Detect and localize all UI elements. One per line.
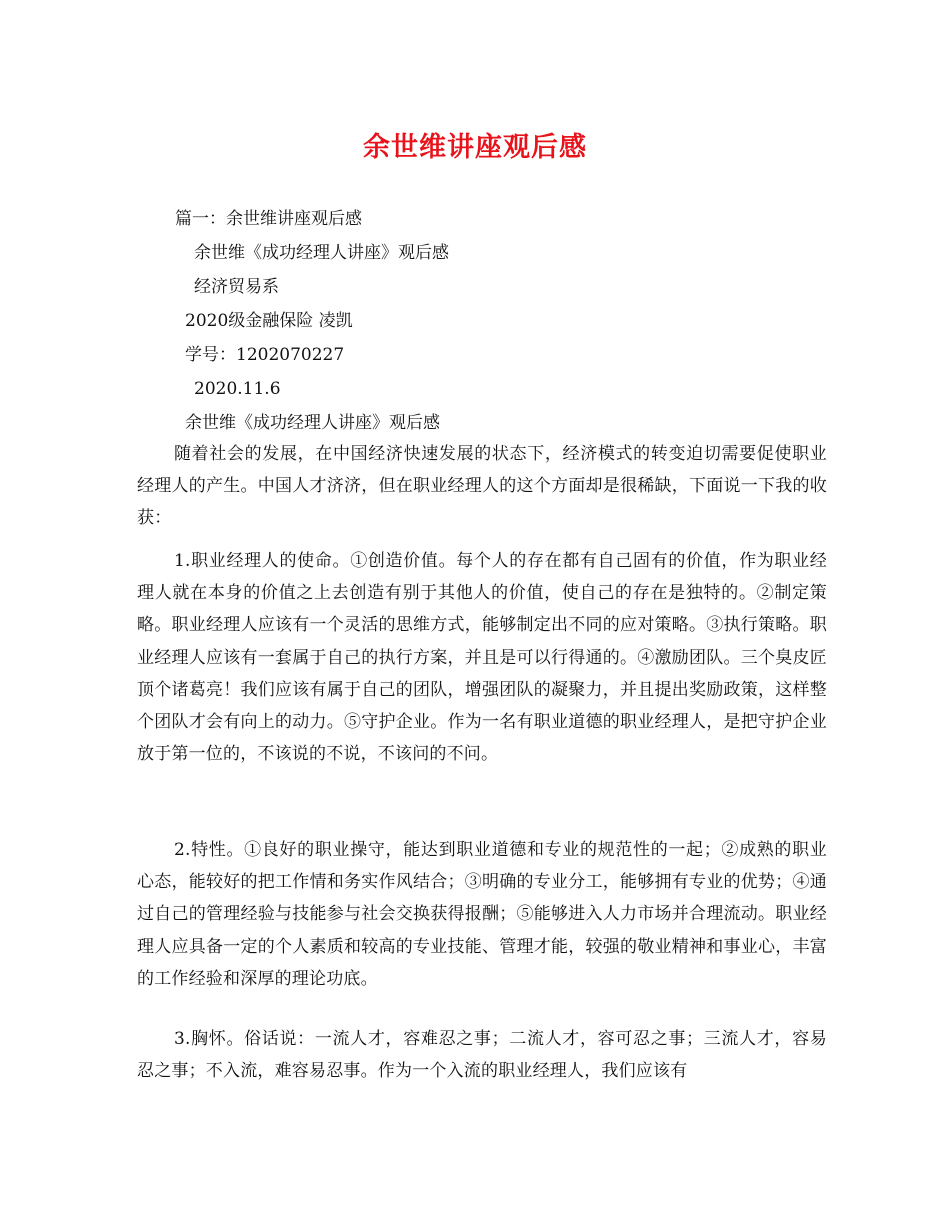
mindset-paragraph: 3.胸怀。俗话说：一流人才，容难忍之事；二流人才，容可忍之事；三流人才，容易忍之事；不入流，难容易忍事。作为一个入流的职业经理人，我们应该有: [137, 1029, 827, 1082]
date-line: 2020.11.6: [194, 379, 281, 399]
mission-paragraph: 1.职业经理人的使命。①创造价值。每个人的存在都有自己固有的价值，作为职业经理人就在本身的价值之上去创造有别于其他人的价值，使自己的存在是独特的。②制定策略。职业经理人应该有一个灵活的思维方式，能够制定出不同的应对策略。③执行策略。职业经理人应该有一套属于自己的执行方案，并且是可以行得通的。④激励团队。三个臭皮匠顶个诸葛亮！我们应该有属于自己的团队，增强团队的凝聚力，并且提出奖励政策，这样整个团队才会有向上的动力。⑤守护企业。作为一名有职业道德的职业经理人，是把守护企业放于第一位的，不该说的不说，不该问的不问。: [137, 551, 827, 765]
student-id-line: 学号：1202070227: [185, 345, 345, 365]
section-heading: 篇一：余世维讲座观后感: [175, 209, 362, 229]
lecture-title-line: 余世维《成功经理人讲座》观后感: [194, 243, 449, 263]
traits-paragraph: 2.特性。①良好的职业操守，能达到职业道德和专业的规范性的一起；②成熟的职业心态，能较好的把工作情和务实作风结合；③明确的专业分工，能够拥有专业的优势；④通过自己的管理经验与技能参与社会交换获得报酬；⑤能够进入人力市场并合理流动。职业经理人应具备一定的个人素质和较高的专业技能、管理才能，较强的敬业精神和事业心，丰富的工作经验和深厚的理论功底。: [137, 840, 827, 989]
department-line: 经济贸易系: [194, 277, 279, 297]
subtitle-line: 余世维《成功经理人讲座》观后感: [185, 413, 440, 433]
class-author-line: 2020级金融保险 凌凯: [185, 311, 353, 331]
intro-paragraph: 随着社会的发展，在中国经济快速发展的状态下，经济模式的转变迫切需要促使职业经理人的产生。中国人才济济，但在职业经理人的这个方面却是很稀缺，下面说一下我的收获：: [137, 444, 827, 529]
document-title: 余世维讲座观后感: [363, 132, 587, 163]
